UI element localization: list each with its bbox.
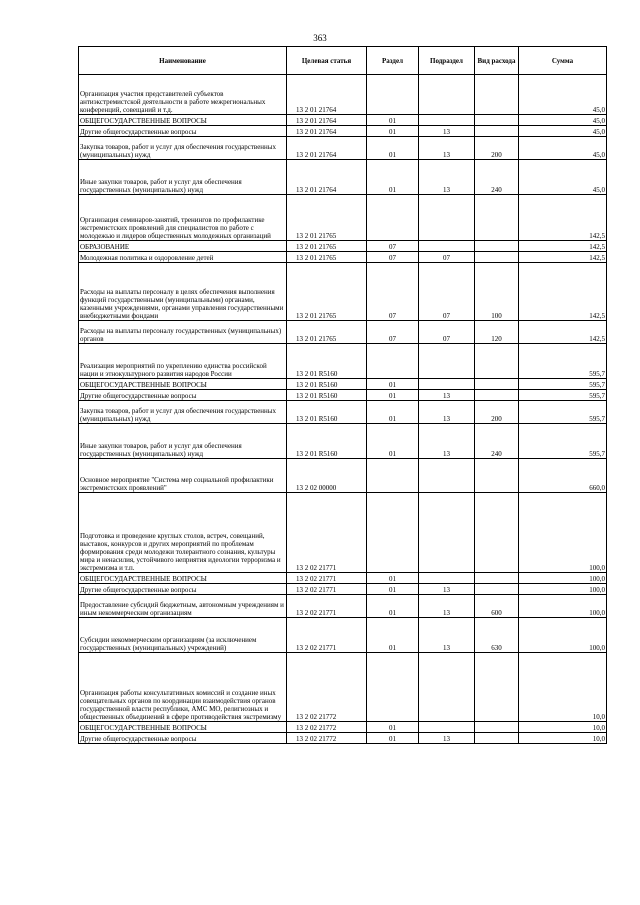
row-subsection: 13 — [419, 401, 475, 424]
row-section: 01 — [367, 424, 419, 459]
row-name: Подготовка и проведение круглых столов, встреч, совещаний, выставок, конкурсов и других мероприятий по проблемам формирования среди молодежи толерантного сознания, культуры мира и ненасилия, устойчивого неприятия идеологии терроризма и экстремизма и т.п. — [79, 493, 287, 573]
row-expense-type: 630 — [475, 618, 519, 653]
row-name: Реализация мероприятий по укреплению единства российской нации и этнокультурного развития народов России — [79, 344, 287, 379]
row-section: 07 — [367, 252, 419, 263]
row-expense-type — [475, 379, 519, 390]
table-row — [79, 618, 607, 653]
row-article: 13 2 02 21772 — [287, 722, 367, 733]
column-header-article: Целевая статья — [287, 47, 367, 75]
row-section — [367, 459, 419, 493]
table-row — [79, 195, 607, 241]
row-sum: 595,7 — [519, 379, 607, 390]
row-subsection: 13 — [419, 160, 475, 195]
table-row — [79, 321, 607, 344]
row-name: Другие общегосударственные вопросы — [79, 584, 287, 595]
row-article: 13 2 02 21771 — [287, 573, 367, 584]
row-sum: 10,0 — [519, 733, 607, 744]
page-number: 363 — [313, 33, 327, 43]
row-article: 13 2 02 00000 — [287, 459, 367, 493]
row-section: 01 — [367, 115, 419, 126]
row-name: Другие общегосударственные вопросы — [79, 126, 287, 137]
row-article: 13 2 01 21764 — [287, 160, 367, 195]
row-sum: 45,0 — [519, 126, 607, 137]
row-name: Другие общегосударственные вопросы — [79, 390, 287, 401]
row-article: 13 2 01 21764 — [287, 115, 367, 126]
row-subsection — [419, 493, 475, 573]
row-name: Расходы на выплаты персоналу в целях обеспечения выполнения функций государственными (муниципальными) органами, казенными учреждениями, органами управления государственными внебюджетными фондами — [79, 263, 287, 321]
row-subsection — [419, 653, 475, 722]
row-subsection — [419, 344, 475, 379]
row-expense-type — [475, 733, 519, 744]
row-subsection: 13 — [419, 390, 475, 401]
row-name: Основное мероприятие "Система мер социальной профилактики экстремистских проявлений" — [79, 459, 287, 493]
row-article: 13 2 02 21771 — [287, 493, 367, 573]
row-article: 13 2 01 21765 — [287, 321, 367, 344]
row-article: 13 2 01 R5160 — [287, 390, 367, 401]
row-section — [367, 195, 419, 241]
row-expense-type: 240 — [475, 160, 519, 195]
row-article: 13 2 02 21772 — [287, 653, 367, 722]
row-name: Организация участия представителей субъектов антиэкстремистской деятельности в работе межрегиональных конференций, совещаний и т.д. — [79, 75, 287, 115]
table-row — [79, 424, 607, 459]
row-article: 13 2 01 21764 — [287, 75, 367, 115]
row-sum: 10,0 — [519, 653, 607, 722]
row-subsection — [419, 722, 475, 733]
row-name: Расходы на выплаты персоналу государственных (муниципальных) органов — [79, 321, 287, 344]
row-article: 13 2 01 R5160 — [287, 379, 367, 390]
row-sum: 142,5 — [519, 195, 607, 241]
table-row — [79, 733, 607, 744]
row-section: 01 — [367, 733, 419, 744]
row-subsection: 13 — [419, 595, 475, 618]
row-expense-type: 200 — [475, 401, 519, 424]
row-article: 13 2 01 R5160 — [287, 401, 367, 424]
row-section: 01 — [367, 390, 419, 401]
row-name: ОБЩЕГОСУДАРСТВЕННЫЕ ВОПРОСЫ — [79, 115, 287, 126]
row-article: 13 2 01 21765 — [287, 241, 367, 252]
table-row — [79, 263, 607, 321]
row-section — [367, 493, 419, 573]
row-subsection: 13 — [419, 733, 475, 744]
row-article: 13 2 02 21771 — [287, 584, 367, 595]
row-article: 13 2 01 R5160 — [287, 344, 367, 379]
row-section — [367, 75, 419, 115]
row-expense-type — [475, 252, 519, 263]
row-name: Субсидии некоммерческим организациям (за исключением государственных (муниципальных) учреждений) — [79, 618, 287, 653]
row-expense-type — [475, 344, 519, 379]
row-section: 01 — [367, 379, 419, 390]
table-row — [79, 459, 607, 493]
budget-table — [78, 46, 607, 744]
row-subsection — [419, 241, 475, 252]
row-section: 01 — [367, 618, 419, 653]
row-section: 01 — [367, 126, 419, 137]
table-row — [79, 126, 607, 137]
row-name: Организация семинаров-занятий, тренингов по профилактике экстремистских проявлений для специалистов по работе с молодежью и лидеров общественных молодежных организаций — [79, 195, 287, 241]
row-name: Другие общегосударственные вопросы — [79, 733, 287, 744]
table-row — [79, 241, 607, 252]
row-article: 13 2 02 21771 — [287, 595, 367, 618]
row-expense-type — [475, 390, 519, 401]
table-row — [79, 493, 607, 573]
row-subsection — [419, 75, 475, 115]
row-expense-type: 120 — [475, 321, 519, 344]
row-sum: 100,0 — [519, 595, 607, 618]
row-expense-type — [475, 115, 519, 126]
row-name: ОБЩЕГОСУДАРСТВЕННЫЕ ВОПРОСЫ — [79, 573, 287, 584]
row-sum: 660,0 — [519, 459, 607, 493]
column-header-subsection: Подраздел — [419, 47, 475, 75]
row-name: Иные закупки товаров, работ и услуг для обеспечения государственных (муниципальных) нужд — [79, 424, 287, 459]
row-sum: 595,7 — [519, 344, 607, 379]
table-row — [79, 653, 607, 722]
row-expense-type: 240 — [475, 424, 519, 459]
row-expense-type — [475, 195, 519, 241]
row-section: 07 — [367, 321, 419, 344]
row-section: 01 — [367, 160, 419, 195]
row-expense-type — [475, 493, 519, 573]
row-expense-type — [475, 653, 519, 722]
row-sum: 100,0 — [519, 493, 607, 573]
row-sum: 100,0 — [519, 573, 607, 584]
row-article: 13 2 01 21765 — [287, 195, 367, 241]
row-subsection: 13 — [419, 137, 475, 160]
row-subsection: 07 — [419, 252, 475, 263]
row-expense-type — [475, 722, 519, 733]
row-name: ОБЩЕГОСУДАРСТВЕННЫЕ ВОПРОСЫ — [79, 379, 287, 390]
table-row — [79, 595, 607, 618]
row-sum: 100,0 — [519, 584, 607, 595]
row-sum: 10,0 — [519, 722, 607, 733]
row-name: ОБРАЗОВАНИЕ — [79, 241, 287, 252]
row-article: 13 2 01 21764 — [287, 126, 367, 137]
row-expense-type: 600 — [475, 595, 519, 618]
column-header-sum: Сумма — [519, 47, 607, 75]
table-row — [79, 252, 607, 263]
row-subsection — [419, 573, 475, 584]
table-row — [79, 584, 607, 595]
table-row — [79, 379, 607, 390]
row-sum: 142,5 — [519, 252, 607, 263]
row-section — [367, 653, 419, 722]
row-sum: 595,7 — [519, 390, 607, 401]
table-body — [79, 75, 607, 744]
row-article: 13 2 01 21765 — [287, 263, 367, 321]
row-section: 01 — [367, 573, 419, 584]
row-expense-type — [475, 75, 519, 115]
row-section: 01 — [367, 595, 419, 618]
row-sum: 595,7 — [519, 424, 607, 459]
row-article: 13 2 02 21772 — [287, 733, 367, 744]
row-section: 01 — [367, 584, 419, 595]
row-name: Молодежная политика и оздоровление детей — [79, 252, 287, 263]
row-subsection: 07 — [419, 321, 475, 344]
row-sum: 45,0 — [519, 115, 607, 126]
row-subsection — [419, 459, 475, 493]
row-name: Закупка товаров, работ и услуг для обеспечения государственных (муниципальных) нужд — [79, 401, 287, 424]
row-subsection: 13 — [419, 424, 475, 459]
row-section: 01 — [367, 137, 419, 160]
row-name: Предоставление субсидий бюджетным, автономным учреждениям и иным некоммерческим организациям — [79, 595, 287, 618]
table-row — [79, 344, 607, 379]
row-sum: 595,7 — [519, 401, 607, 424]
row-subsection: 13 — [419, 584, 475, 595]
row-expense-type — [475, 573, 519, 584]
row-subsection: 07 — [419, 263, 475, 321]
row-subsection: 13 — [419, 126, 475, 137]
row-expense-type: 100 — [475, 263, 519, 321]
column-header-name: Наименование — [79, 47, 287, 75]
row-name: ОБЩЕГОСУДАРСТВЕННЫЕ ВОПРОСЫ — [79, 722, 287, 733]
row-sum: 45,0 — [519, 75, 607, 115]
row-section: 01 — [367, 401, 419, 424]
table-row — [79, 137, 607, 160]
row-subsection — [419, 195, 475, 241]
row-sum: 100,0 — [519, 618, 607, 653]
table-row — [79, 573, 607, 584]
table-row — [79, 401, 607, 424]
table-row — [79, 160, 607, 195]
row-name: Организация работы консультативных комиссий и создание иных совещательных органов по координации взаимодействия органов государственной власти республики, АМС МО, религиозных и общественных объединений в сфере противодействия экстремизму — [79, 653, 287, 722]
row-sum: 142,5 — [519, 321, 607, 344]
row-sum: 45,0 — [519, 160, 607, 195]
row-name: Закупка товаров, работ и услуг для обеспечения государственных (муниципальных) нужд — [79, 137, 287, 160]
column-header-section: Раздел — [367, 47, 419, 75]
row-section: 01 — [367, 722, 419, 733]
table-row — [79, 722, 607, 733]
table-header-row — [79, 47, 607, 75]
row-section: 07 — [367, 263, 419, 321]
table-row — [79, 75, 607, 115]
row-expense-type — [475, 241, 519, 252]
row-expense-type — [475, 584, 519, 595]
table-row — [79, 390, 607, 401]
row-sum: 142,5 — [519, 263, 607, 321]
row-section: 07 — [367, 241, 419, 252]
column-header-expense-type: Вид расхода — [475, 47, 519, 75]
row-expense-type: 200 — [475, 137, 519, 160]
row-sum: 142,5 — [519, 241, 607, 252]
table-row — [79, 115, 607, 126]
row-article: 13 2 01 21764 — [287, 137, 367, 160]
row-article: 13 2 02 21771 — [287, 618, 367, 653]
row-sum: 45,0 — [519, 137, 607, 160]
row-section — [367, 344, 419, 379]
row-article: 13 2 01 21765 — [287, 252, 367, 263]
row-subsection: 13 — [419, 618, 475, 653]
row-expense-type — [475, 126, 519, 137]
row-subsection — [419, 115, 475, 126]
row-name: Иные закупки товаров, работ и услуг для обеспечения государственных (муниципальных) нужд — [79, 160, 287, 195]
row-article: 13 2 01 R5160 — [287, 424, 367, 459]
row-subsection — [419, 379, 475, 390]
row-expense-type — [475, 459, 519, 493]
